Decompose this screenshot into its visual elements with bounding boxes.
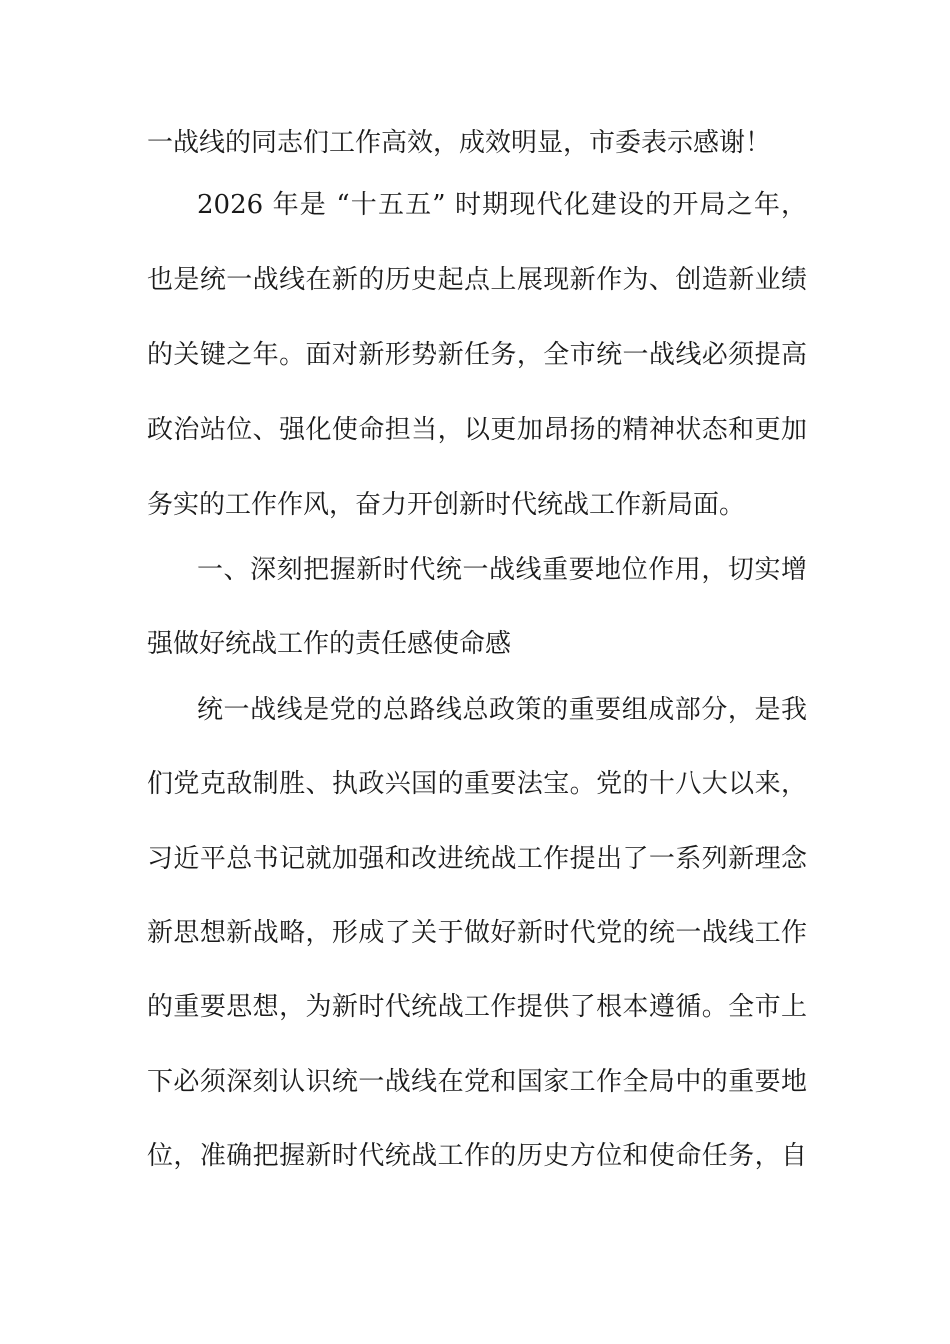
text-line: 下必须深刻认识统一战线在党和国家工作全局中的重要地 [147, 1067, 807, 1097]
text-line: 的重要思想，为新时代统战工作提供了根本遵循。全市上 [147, 992, 807, 1022]
text-line: 一战线的同志们工作高效，成效明显，市委表示感谢！ [147, 128, 772, 158]
text-line: 的关键之年。面对新形势新任务，全市统一战线必须提高 [147, 340, 807, 370]
text-line: 新思想新战略，形成了关于做好新时代党的统一战线工作 [147, 918, 807, 948]
section-heading-line: 一、深刻把握新时代统一战线重要地位作用，切实增 [197, 555, 807, 585]
text-line: 2026 年是 “十五五” 时期现代化建设的开局之年， [197, 190, 807, 220]
text-line: 政治站位、强化使命担当，以更加昂扬的精神状态和更加 [147, 415, 807, 445]
text-line: 习近平总书记就加强和改进统战工作提出了一系列新理念 [147, 844, 807, 874]
text-line: 统一战线是党的总路线总政策的重要组成部分，是我 [197, 695, 807, 725]
text-line: 也是统一战线在新的历史起点上展现新作为、创造新业绩 [147, 265, 807, 295]
text-line: 位，准确把握新时代统战工作的历史方位和使命任务，自 [147, 1141, 807, 1171]
text-line: 务实的工作作风，奋力开创新时代统战工作新局面。 [147, 490, 746, 520]
text-line: 们党克敌制胜、执政兴国的重要法宝。党的十八大以来， [147, 769, 807, 799]
section-heading-line: 强做好统战工作的责任感使命感 [147, 629, 512, 659]
